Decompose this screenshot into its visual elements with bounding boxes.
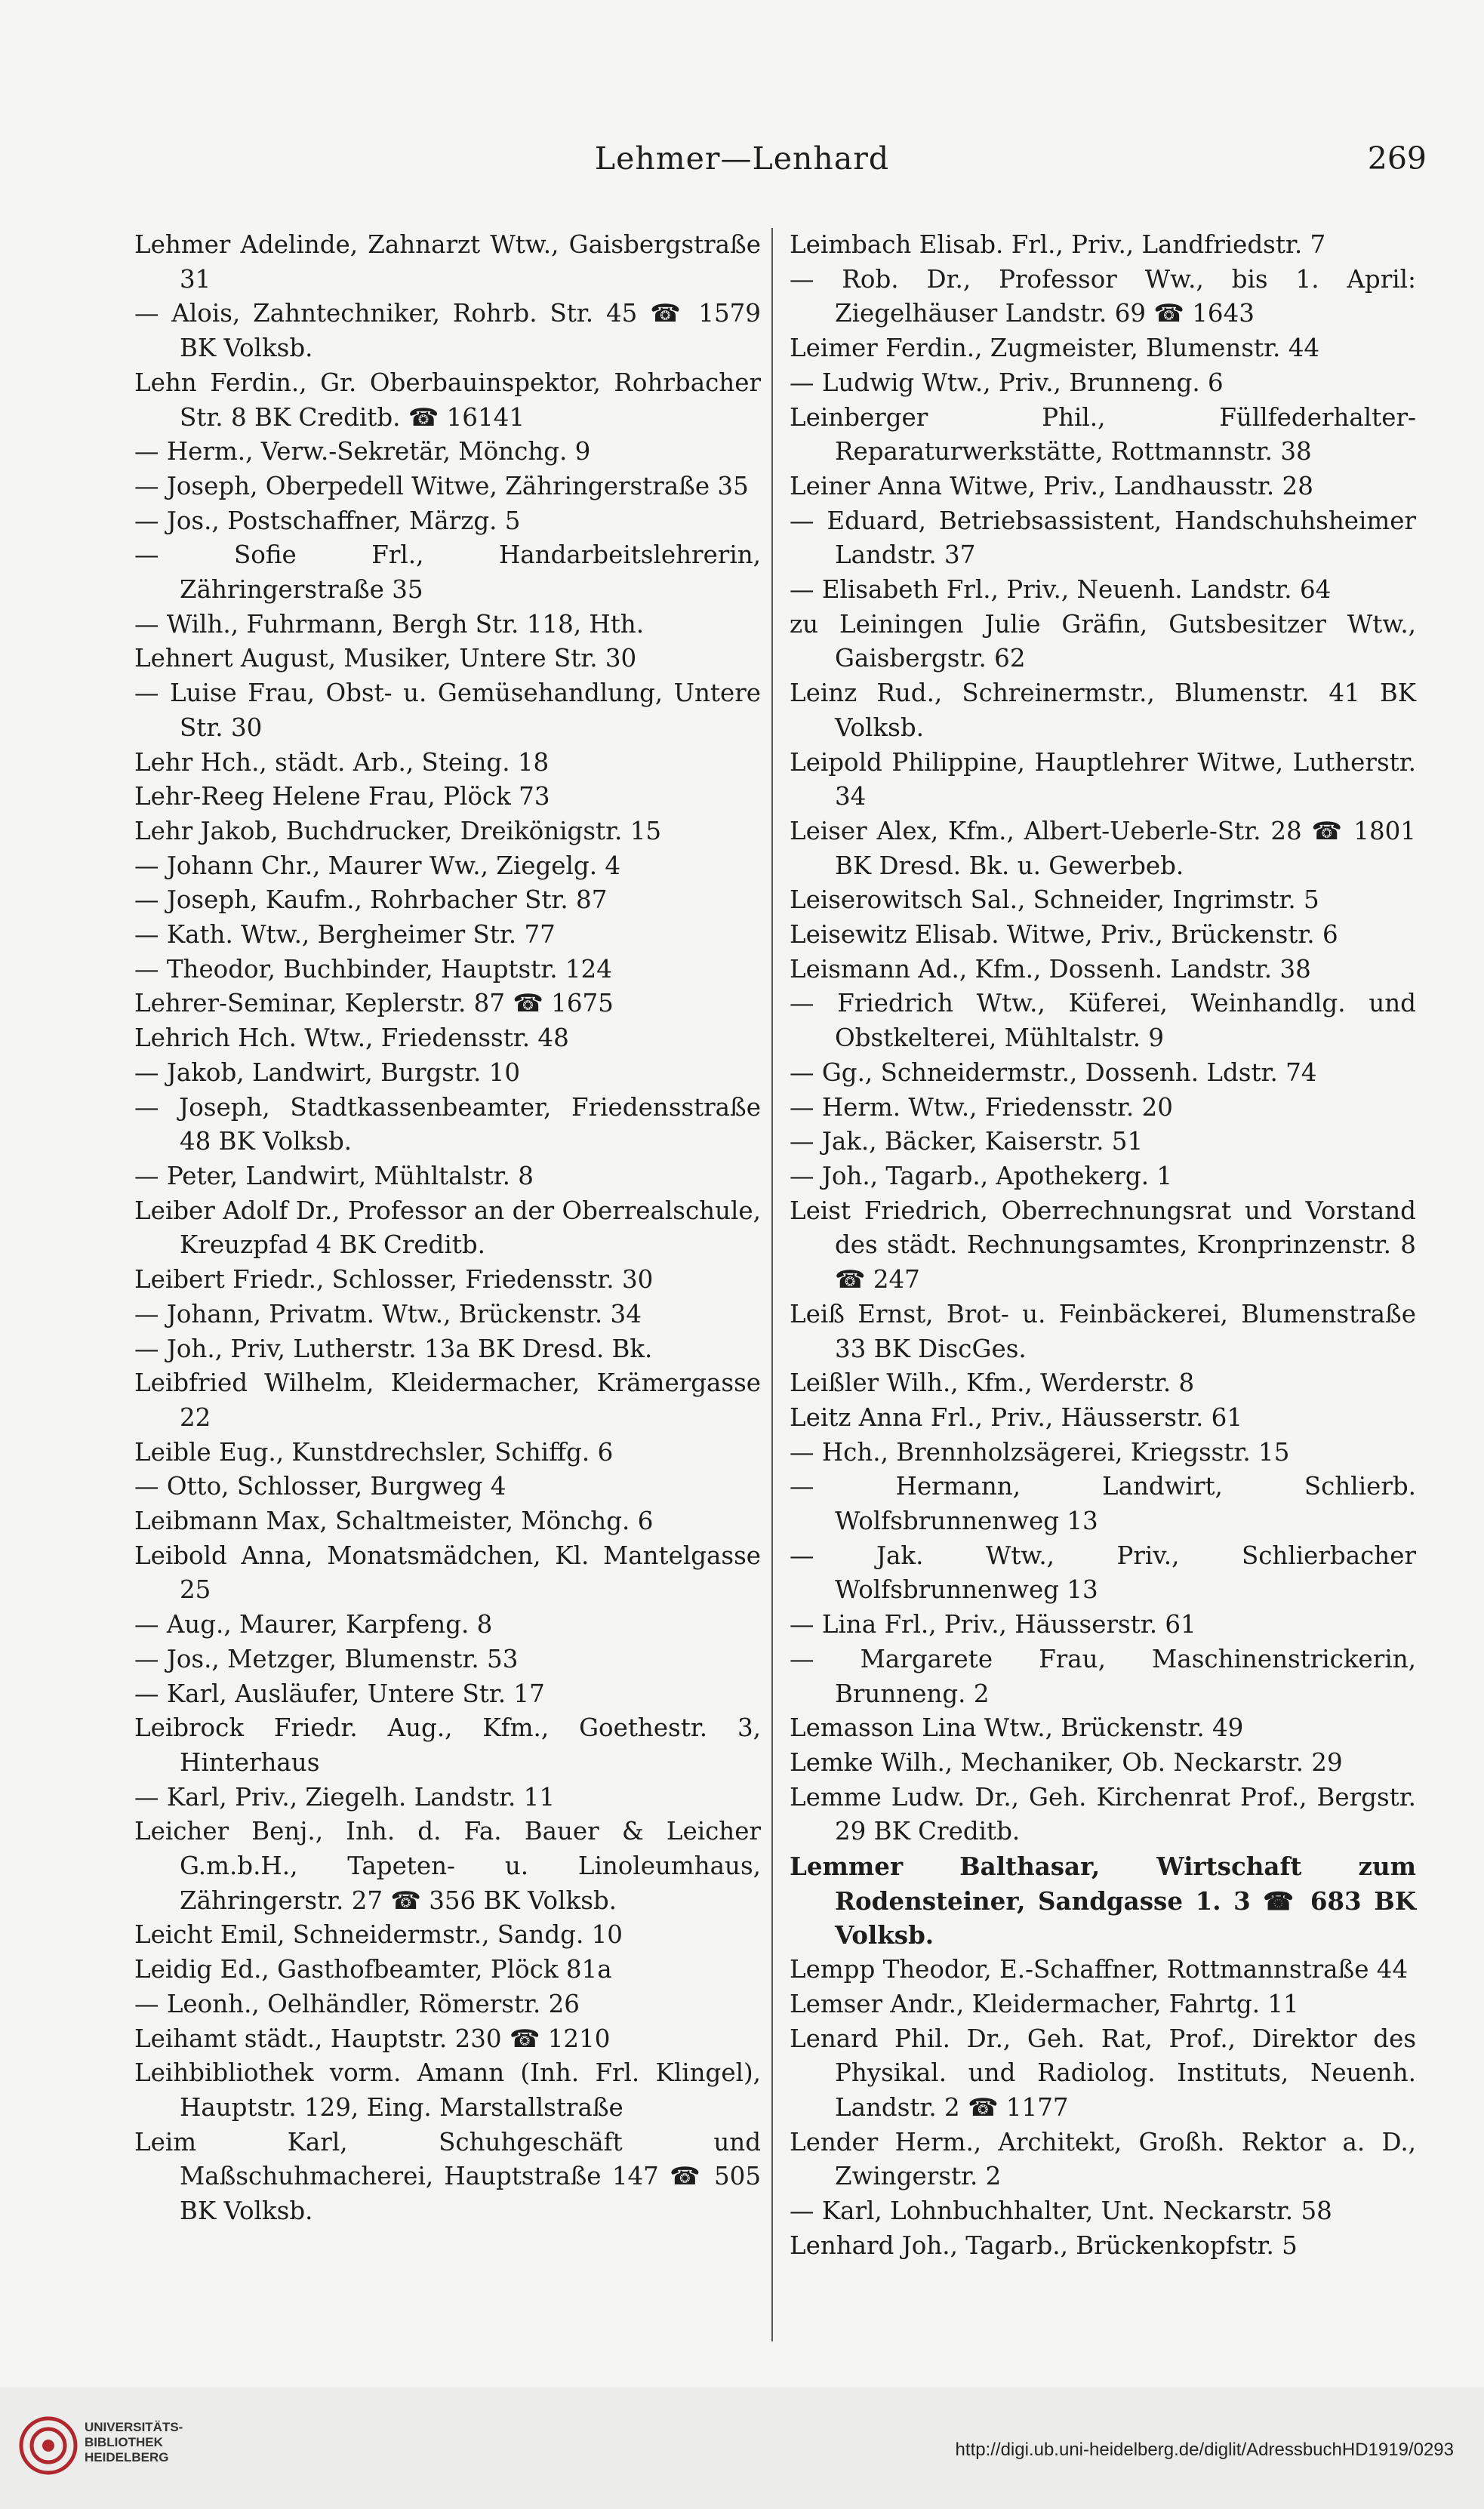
directory-entry: Lehnert August, Musiker, Untere Str. 30	[134, 644, 637, 673]
directory-entry: Leinz Rud., Schreinermstr., Blumenstr. 41 BK Volksb.	[790, 679, 1416, 742]
directory-entry: Lehrich Hch. Wtw., Friedensstr. 48	[134, 1024, 569, 1053]
directory-entry: — Gg., Schneidermstr., Dossenh. Ldstr. 74	[790, 1057, 1317, 1087]
directory-entry: — Sofie Frl., Handarbeitslehrerin, Zähringerstraße 35	[134, 540, 761, 605]
directory-entry: Leipold Philippine, Hauptlehrer Witwe, Lutherstr. 34	[790, 747, 1416, 811]
directory-entry: Lender Herm., Architekt, Großh. Rektor a. D., Zwingerstr. 2	[790, 2127, 1416, 2191]
library-name[interactable]	[85, 2420, 183, 2465]
column-divider	[771, 228, 773, 2341]
directory-entry: Leibert Friedr., Schlosser, Friedensstr. 30	[134, 1265, 654, 1295]
directory-entry: Lehr Jakob, Buchdrucker, Dreikönigstr. 15	[134, 816, 662, 845]
directory-entry: Leist Friedrich, Oberrechnungsrat und Vorstand des städt. Rechnungsamtes, Kronprinzenstr. 8 ☎ 247	[790, 1196, 1416, 1295]
library-name-line: UNIVERSITÄTS-	[85, 2420, 183, 2434]
right-column	[790, 228, 1416, 2263]
directory-entry: Leiner Anna Witwe, Priv., Landhausstr. 28	[790, 471, 1313, 500]
directory-entry: Lemser Andr., Kleidermacher, Fahrtg. 11	[790, 1989, 1299, 2018]
library-name-line: BIBLIOTHEK	[85, 2435, 163, 2449]
directory-entry: — Jos., Postschaffner, Märzg. 5	[134, 506, 521, 535]
directory-entry: — Kath. Wtw., Bergheimer Str. 77	[134, 920, 556, 950]
library-logo-icon[interactable]	[18, 2415, 79, 2479]
directory-entry: Leicht Emil, Schneidermstr., Sandg. 10	[134, 1920, 623, 1950]
directory-entry: — Joh., Tagarb., Apothekerg. 1	[790, 1161, 1173, 1190]
directory-entry: Leiß Ernst, Brot- u. Feinbäckerei, Blumenstraße 33 BK DiscGes.	[790, 1299, 1416, 1363]
directory-entry: Leimer Ferdin., Zugmeister, Blumenstr. 44	[790, 334, 1320, 363]
directory-entry: Leibfried Wilhelm, Kleidermacher, Krämergasse 22	[134, 1368, 761, 1432]
left-column	[134, 228, 761, 2229]
directory-entry: Leibmann Max, Schaltmeister, Mönchg. 6	[134, 1507, 654, 1536]
directory-entry: — Herm. Wtw., Friedensstr. 20	[790, 1092, 1173, 1122]
page-header-title: Lehmer—Lenhard	[594, 140, 890, 177]
directory-entry: Leißler Wilh., Kfm., Werderstr. 8	[790, 1368, 1195, 1398]
directory-entry: Lempp Theodor, E.-Schaffner, Rottmannstraße 44	[790, 1955, 1409, 1984]
directory-entry: Lemme Ludw. Dr., Geh. Kirchenrat Prof., Bergstr. 29 BK Creditb.	[790, 1782, 1416, 1846]
directory-entry: Leibrock Friedr. Aug., Kfm., Goethestr. 3, Hinterhaus	[134, 1713, 761, 1777]
directory-entry: Leisewitz Elisab. Witwe, Priv., Brückenstr. 6	[790, 920, 1338, 950]
directory-entry: — Eduard, Betriebsassistent, Handschuhsheimer Landstr. 37	[790, 506, 1416, 570]
directory-entry: — Rob. Dr., Professor Ww., bis 1. April: Ziegelhäuser Landstr. 69 ☎ 1643	[790, 264, 1416, 328]
directory-entry: Leidig Ed., Gasthofbeamter, Plöck 81a	[134, 1955, 612, 1984]
directory-entry: — Wilh., Fuhrmann, Bergh Str. 118, Hth.	[134, 609, 645, 639]
directory-entry: Leiber Adolf Dr., Professor an der Oberrealschule, Kreuzpfad 4 BK Creditb.	[134, 1196, 761, 1260]
directory-entry: — Karl, Priv., Ziegelh. Landstr. 11	[134, 1782, 556, 1812]
directory-entry: Leiserowitsch Sal., Schneider, Ingrimstr. 5	[790, 885, 1319, 915]
directory-entry: — Joseph, Stadtkassenbeamter, Friedensstraße 48 BK Volksb.	[134, 1092, 761, 1156]
directory-entry: — Herm., Verw.-Sekretär, Mönchg. 9	[134, 437, 591, 466]
directory-entry: Leicher Benj., Inh. d. Fa. Bauer & Leicher G.m.b.H., Tapeten- u. Linoleumhaus, Zähringerstr. 27 ☎ 356 BK Volksb.	[134, 1817, 761, 1915]
directory-entry: — Hermann, Landwirt, Schlierb. Wolfsbrunnenweg 13	[790, 1472, 1416, 1536]
directory-entry: — Leonh., Oelhändler, Römerstr. 26	[134, 1989, 580, 2018]
page-number: 269	[1367, 140, 1427, 177]
directory-entry: — Otto, Schlosser, Burgweg 4	[134, 1472, 506, 1501]
directory-entry: — Jak., Bäcker, Kaiserstr. 51	[790, 1127, 1144, 1156]
directory-entry: Leihbibliothek vorm. Amann (Inh. Frl. Klingel), Hauptstr. 129, Eing. Marstallstraße	[134, 2058, 761, 2122]
directory-entry: Leismann Ad., Kfm., Dossenh. Landstr. 38	[790, 954, 1311, 984]
directory-entry: — Johann Chr., Maurer Ww., Ziegelg. 4	[134, 851, 621, 880]
directory-entry: — Lina Frl., Priv., Häusserstr. 61	[790, 1610, 1196, 1639]
directory-entry: Leim Karl, Schuhgeschäft und Maßschuhmacherei, Hauptstraße 147 ☎ 505 BK Volksb.	[134, 2127, 761, 2226]
directory-entry: — Joseph, Kaufm., Rohrbacher Str. 87	[134, 885, 608, 915]
directory-entry: Leinberger Phil., Füllfederhalter-Reparaturwerkstätte, Rottmannstr. 38	[790, 402, 1416, 466]
directory-entry: Lenard Phil. Dr., Geh. Rat, Prof., Direktor des Physikal. und Radiolog. Instituts, Neuenh. Landstr. 2 ☎ 1177	[790, 2024, 1416, 2122]
directory-entry: — Hch., Brennholzsägerei, Kriegsstr. 15	[790, 1437, 1290, 1467]
directory-entry: — Peter, Landwirt, Mühltalstr. 8	[134, 1161, 534, 1190]
directory-entry: Leiser Alex, Kfm., Albert-Ueberle-Str. 28 ☎ 1801 BK Dresd. Bk. u. Gewerbeb.	[790, 816, 1416, 880]
directory-entry: Leimbach Elisab. Frl., Priv., Landfriedstr. 7	[790, 230, 1326, 259]
directory-entry: — Jak. Wtw., Priv., Schlierbacher Wolfsbrunnenweg 13	[790, 1541, 1416, 1605]
source-url-link[interactable]: http://digi.ub.uni-heidelberg.de/diglit/AdressbuchHD1919/0293	[955, 2440, 1454, 2460]
directory-entry: — Joh., Priv, Lutherstr. 13a BK Dresd. Bk.	[134, 1334, 653, 1363]
directory-entry: Lehr-Reeg Helene Frau, Plöck 73	[134, 782, 550, 811]
directory-entry: — Johann, Privatm. Wtw., Brückenstr. 34	[134, 1299, 642, 1328]
directory-entry: Lemmer Balthasar, Wirtschaft zum Rodensteiner, Sandgasse 1. 3 ☎ 683 BK Volksb.	[790, 1852, 1416, 1950]
directory-entry: Lehrer-Seminar, Keplerstr. 87 ☎ 1675	[134, 989, 614, 1018]
directory-entry: — Karl, Ausläufer, Untere Str. 17	[134, 1679, 545, 1708]
directory-entry: Lehr Hch., städt. Arb., Steing. 18	[134, 747, 550, 777]
directory-entry: Lehn Ferdin., Gr. Oberbauinspektor, Rohrbacher Str. 8 BK Creditb. ☎ 16141	[134, 368, 761, 432]
directory-entry: — Friedrich Wtw., Küferei, Weinhandlg. und Obstkelterei, Mühltalstr. 9	[790, 989, 1416, 1053]
directory-entry: — Theodor, Buchbinder, Hauptstr. 124	[134, 954, 612, 984]
directory-entry: Lemasson Lina Wtw., Brückenstr. 49	[790, 1713, 1244, 1743]
directory-entry: — Luise Frau, Obst- u. Gemüsehandlung, Untere Str. 30	[134, 679, 761, 742]
directory-entry: Leitz Anna Frl., Priv., Häusserstr. 61	[790, 1402, 1243, 1432]
directory-entry: — Margarete Frau, Maschinenstrickerin, Brunneng. 2	[790, 1644, 1416, 1708]
directory-entry: Leihamt städt., Hauptstr. 230 ☎ 1210	[134, 2024, 611, 2053]
directory-entry: Lehmer Adelinde, Zahnarzt Wtw., Gaisbergstraße 31	[134, 230, 761, 294]
directory-entry: Lemke Wilh., Mechaniker, Ob. Neckarstr. 29	[790, 1747, 1343, 1777]
directory-entry: zu Leiningen Julie Gräfin, Gutsbesitzer Wtw., Gaisbergstr. 62	[790, 609, 1416, 673]
directory-entry: — Jakob, Landwirt, Burgstr. 10	[134, 1057, 521, 1087]
directory-entry: Leibold Anna, Monatsmädchen, Kl. Mantelgasse 25	[134, 1541, 761, 1605]
directory-entry: — Jos., Metzger, Blumenstr. 53	[134, 1644, 519, 1673]
directory-entry: — Karl, Lohnbuchhalter, Unt. Neckarstr. 58	[790, 2197, 1332, 2226]
directory-entry: Lenhard Joh., Tagarb., Brückenkopfstr. 5	[790, 2230, 1298, 2260]
directory-entry: — Elisabeth Frl., Priv., Neuenh. Landstr. 64	[790, 575, 1332, 605]
directory-entry: — Alois, Zahntechniker, Rohrb. Str. 45 ☎ 1579 BK Volksb.	[134, 299, 761, 363]
directory-entry: — Aug., Maurer, Karpfeng. 8	[134, 1610, 493, 1639]
directory-entry: — Ludwig Wtw., Priv., Brunneng. 6	[790, 368, 1224, 397]
directory-entry: Leible Eug., Kunstdrechsler, Schiffg. 6	[134, 1437, 614, 1467]
directory-entry: — Joseph, Oberpedell Witwe, Zähringerstraße 35	[134, 471, 749, 500]
library-name-line: HEIDELBERG	[85, 2450, 169, 2464]
